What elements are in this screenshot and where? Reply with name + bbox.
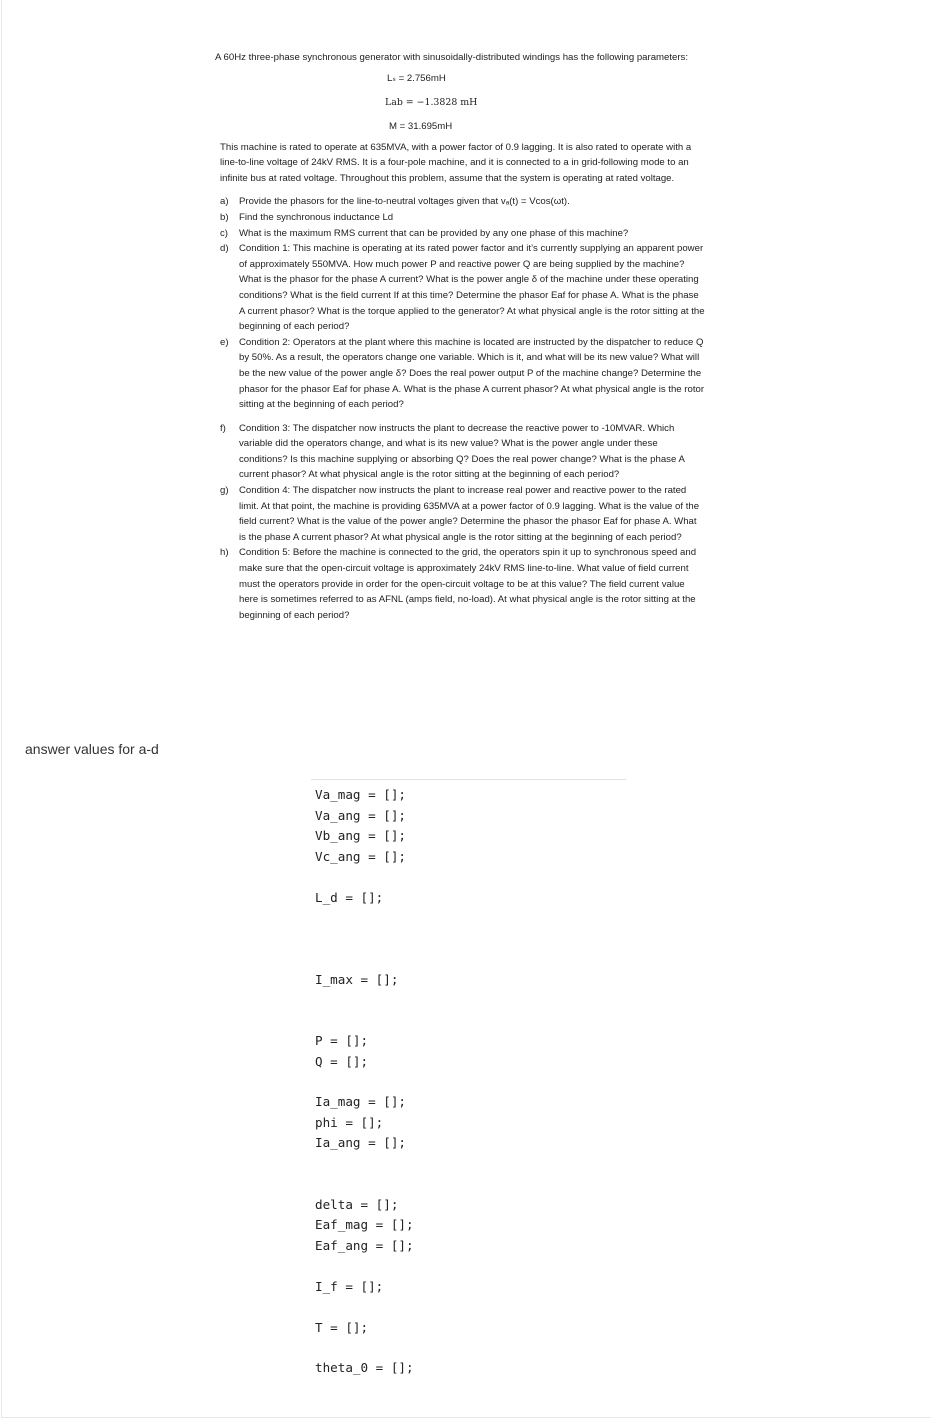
question-label: f) bbox=[220, 422, 226, 434]
question-text: What is the maximum RMS current that can be provided by any one phase of this machine? bbox=[239, 227, 629, 239]
question-text: Condition 3: The dispatcher now instructs the plant to decrease the reactive power to -10MVAR. Which variable did the operators change, and what is its new value? What is the power angle under these conditions? Is this machine supplying or absorbing Q? Does the real power change? What is the phase A current phasor? At what physical angle is the rotor sitting at the beginning of each period? bbox=[239, 422, 685, 481]
parameter-m: M = 31.695mH bbox=[389, 120, 453, 132]
code-line-theta-0[interactable]: theta_0 = []; bbox=[315, 1360, 414, 1375]
code-line-ia-ang[interactable]: Ia_ang = []; bbox=[315, 1135, 406, 1150]
code-line-t[interactable]: T = []; bbox=[315, 1320, 369, 1335]
parameter-ls: Lₛ = 2.756mH bbox=[387, 72, 446, 84]
question-item bbox=[220, 226, 705, 242]
question-item bbox=[220, 545, 705, 623]
question-text: Condition 5: Before the machine is connected to the grid, the operators spin it up to synchronous speed and make sure that the open-circuit voltage is approximately 24kV RMS line-to-line. What value of field current must the operators provide in order for the open-circuit voltage to be at this value? The field current value here is sometimes referred to as AFNL (amps field, no-load). At what physical angle is the rotor sitting at the beginning of each period? bbox=[239, 547, 697, 621]
question-label: c) bbox=[220, 227, 228, 239]
code-line-phi[interactable]: phi = []; bbox=[315, 1115, 384, 1130]
code-line-ia-mag[interactable]: Ia_mag = []; bbox=[315, 1094, 406, 1109]
code-line-eaf-mag[interactable]: Eaf_mag = []; bbox=[315, 1217, 414, 1232]
code-line-va-mag[interactable]: Va_mag = []; bbox=[315, 787, 406, 802]
question-label: b) bbox=[220, 211, 229, 223]
answer-code-block[interactable] bbox=[311, 779, 626, 1390]
code-line-q[interactable]: Q = []; bbox=[315, 1054, 369, 1069]
question-label: a) bbox=[220, 196, 229, 208]
answer-heading: answer values for a-d bbox=[25, 741, 159, 757]
question-item bbox=[220, 241, 705, 335]
code-line-i-f[interactable]: I_f = []; bbox=[315, 1279, 384, 1294]
problem-description: This machine is rated to operate at 635MVA, with a power factor of 0.9 lagging. It is also rated to operate with a line-to-line voltage of 24kV RMS. It is a four-pole machine, and it is connected to a in grid-following mode to an infinite bus at rated voltage. Throughout this problem, assume that the system is operating at rated voltage. bbox=[220, 141, 692, 184]
code-line-vb-ang[interactable]: Vb_ang = []; bbox=[315, 828, 406, 843]
question-text: Provide the phasors for the line-to-neutral voltages given that vₐ(t) = Vcos(ωt). bbox=[239, 196, 570, 208]
question-label: e) bbox=[220, 336, 229, 348]
question-text: Condition 4: The dispatcher now instructs the plant to increase real power and reactive power to the rated limit. At that point, the machine is providing 635MVA at a power factor of 0.9 lagging. What is the value of the field current? What is the value of the power angle? Determine the phasor the phasor Eaf for phase A. What is the phase A current phasor? At what physical angle is the rotor sitting at the beginning of each period? bbox=[239, 485, 700, 543]
question-item bbox=[220, 194, 705, 210]
parameter-list bbox=[215, 68, 705, 140]
question-label: d) bbox=[220, 243, 229, 255]
question-text: Condition 2: Operators at the plant where this machine is located are instructed by the dispatcher to reduce Q by 50%. As a result, the operators change one variable. Which is it, and what will be its new value? What will be the new value of the power angle δ? Does the real power output P of the machine change? Determine the phasor for the phasor Eaf for phase A. What is the phase A current phasor? At what physical angle is the rotor sitting at the beginning of each period? bbox=[239, 336, 705, 411]
question-list bbox=[220, 194, 705, 623]
code-line-p[interactable]: P = []; bbox=[315, 1033, 369, 1048]
question-item bbox=[220, 483, 705, 545]
code-line-eaf-ang[interactable]: Eaf_ang = []; bbox=[315, 1238, 414, 1253]
problem-statement bbox=[215, 50, 705, 623]
code-line-i-max[interactable]: I_max = []; bbox=[315, 972, 399, 987]
parameter-lab: Lab = −1.3828 mH bbox=[385, 96, 478, 108]
code-line-delta[interactable]: delta = []; bbox=[315, 1197, 399, 1212]
question-item bbox=[220, 210, 705, 226]
code-line-l-d[interactable]: L_d = []; bbox=[315, 890, 384, 905]
question-label: h) bbox=[220, 547, 229, 559]
code-line-vc-ang[interactable]: Vc_ang = []; bbox=[315, 849, 406, 864]
problem-intro: A 60Hz three-phase synchronous generator with sinusoidally-distributed windings has the following parameters: bbox=[215, 52, 689, 63]
question-label: g) bbox=[220, 485, 229, 497]
question-text: Find the synchronous inductance Ld bbox=[239, 211, 394, 223]
question-item bbox=[220, 421, 705, 483]
question-text: Condition 1: This machine is operating at its rated power factor and it’s currently supplying an apparent power of approximately 550MVA. How much power P and reactive power Q are being supplied by the machine? What is the phasor for the phase A current? What is the power angle δ of the machine under these operating conditions? What is the field current If at this time? Determine the phasor Eaf for phase A. What is the phase A current phasor? What is the torque applied to the generator? At what physical angle is the rotor sitting at the beginning of each period? bbox=[239, 243, 705, 333]
question-item bbox=[220, 335, 705, 413]
code-line-va-ang[interactable]: Va_ang = []; bbox=[315, 808, 406, 823]
